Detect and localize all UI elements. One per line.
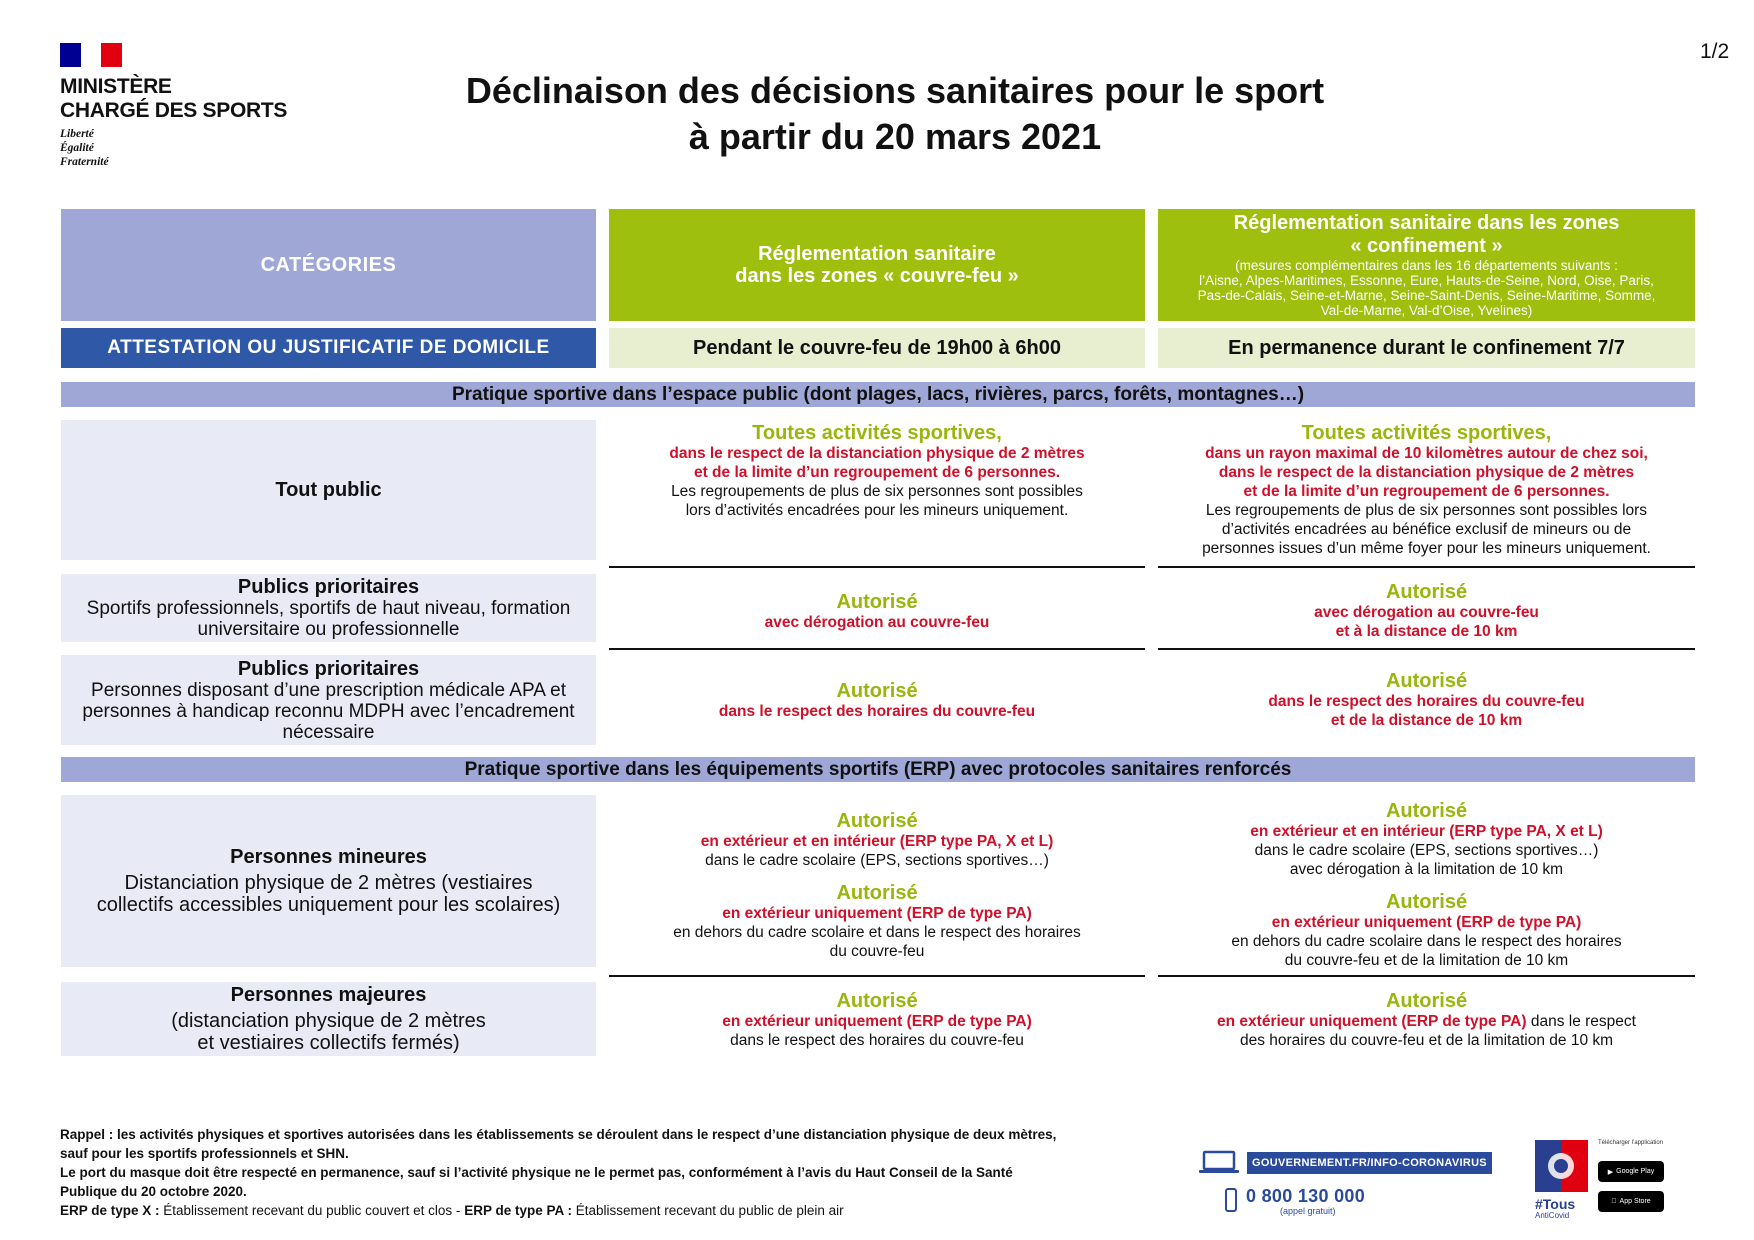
erp-x-text: Établissement recevant du public couvert et clos - xyxy=(159,1203,465,1218)
cell-tout-public-couvre-feu xyxy=(609,418,1145,568)
page-title xyxy=(420,68,1370,160)
header-couvre-feu-line1: Réglementation sanitaire xyxy=(758,243,996,265)
header-confinement-sub1: (mesures complémentaires dans les 16 départements suivants : xyxy=(1235,258,1618,273)
laptop-icon xyxy=(1198,1150,1240,1174)
rule-text: avec dérogation à la limitation de 10 km xyxy=(1289,861,1564,878)
category-description: Personnes disposant d’une prescription médicale APA et xyxy=(91,679,566,701)
category-title: Personnes majeures xyxy=(230,984,427,1006)
footer-erp-definitions xyxy=(60,1201,1170,1220)
category-tout-public xyxy=(61,420,596,560)
cell-prio2-couvre-feu xyxy=(609,656,1145,744)
header-couvre-feu-line2: dans les zones « couvre-feu » xyxy=(735,265,1019,287)
marianne-flag-icon xyxy=(60,43,122,67)
erp-x-label: ERP de type X : xyxy=(60,1203,160,1218)
motto-fraternite: Fraternité xyxy=(60,156,109,168)
rule-condition: en extérieur uniquement (ERP de type PA) xyxy=(1271,914,1582,931)
ministry-name xyxy=(60,75,320,123)
category-prioritaires-sportifs xyxy=(61,574,596,642)
rule-condition: en extérieur et en intérieur (ERP type PA, X et L) xyxy=(1250,823,1603,840)
section-espace-public: Pratique sportive dans l’espace public (dont plages, lacs, rivières, parcs, forêts, montagnes…) xyxy=(61,382,1695,407)
category-majeurs xyxy=(61,982,596,1056)
rule-condition: dans le respect des horaires du couvre-feu xyxy=(718,702,1036,720)
title-line2: à partir du 20 mars 2021 xyxy=(688,116,1102,157)
category-title: Publics prioritaires xyxy=(237,576,420,598)
category-description: Sportifs professionnels, sportifs de haut niveau, formation xyxy=(86,598,571,619)
category-description: collectifs accessibles uniquement pour les scolaires) xyxy=(96,894,561,916)
category-description: (distanciation physique de 2 mètres xyxy=(171,1010,486,1032)
category-description: et vestiaires collectifs fermés) xyxy=(197,1032,460,1054)
republic-motto xyxy=(60,127,320,169)
category-prioritaires-apa xyxy=(61,655,596,745)
cell-prio1-couvre-feu xyxy=(609,574,1145,650)
app-store-label: App Store xyxy=(1616,1198,1649,1205)
header-confinement-line1: Réglementation sanitaire dans les zones xyxy=(1233,212,1620,234)
download-label: Télécharger l’application xyxy=(1598,1140,1664,1146)
header-confinement-sub2: l’Aisne, Alpes-Maritimes, Essonne, Eure, Hauts-de-Seine, Nord, Oise, Paris, xyxy=(1199,273,1654,288)
rule-text: du couvre-feu xyxy=(829,942,925,960)
page-number: 1/2 xyxy=(1700,40,1730,63)
attestation-label: ATTESTATION OU JUSTIFICATIF DE DOMICILE xyxy=(61,328,596,368)
header-confinement-sub4: Val-de-Marne, Val-d’Oise, Yvelines) xyxy=(1320,303,1533,318)
phone-free-call: (appel gratuit) xyxy=(1280,1206,1336,1216)
rule-title: Autorisé xyxy=(836,679,918,702)
rule-text: dans le cadre scolaire (EPS, sections sportives…) xyxy=(705,851,1049,869)
footer-rappel-2: sauf pour les sportifs professionnels et SHN. xyxy=(60,1146,349,1161)
category-description: universitaire ou professionnelle xyxy=(197,619,460,640)
section-equipements-erp: Pratique sportive dans les équipements sportifs (ERP) avec protocoles sanitaires renforcés xyxy=(61,757,1695,782)
ministry-logo xyxy=(60,43,320,173)
rule-condition: et de la limite d’un regroupement de 6 personnes. xyxy=(1243,483,1610,500)
apple-icon xyxy=(1611,1198,1616,1205)
cell-prio2-confinement xyxy=(1158,656,1695,744)
cell-majeurs-confinement xyxy=(1158,984,1695,1056)
rule-text: dans le cadre scolaire (EPS, sections sportives…) xyxy=(1254,842,1599,859)
rule-condition: avec dérogation au couvre-feu xyxy=(764,613,990,631)
category-mineurs xyxy=(61,795,596,967)
rule-title: Toutes activités sportives, xyxy=(752,422,1002,444)
rule-condition: dans le respect de la distanciation physique de 2 mètres xyxy=(1218,464,1635,481)
rule-title: Autorisé xyxy=(1385,990,1468,1012)
category-description: Distanciation physique de 2 mètres (vestiaires xyxy=(124,872,533,894)
category-description: nécessaire xyxy=(282,721,375,743)
header-couvre-feu xyxy=(609,209,1145,321)
header-categories: CATÉGORIES xyxy=(61,209,596,321)
rule-text: Les regroupements de plus de six personnes sont possibles xyxy=(671,483,1083,500)
attestation-couvre-feu: Pendant le couvre-feu de 19h00 à 6h00 xyxy=(609,328,1145,368)
tousanticovid-name: #Tous xyxy=(1535,1196,1576,1212)
ministry-name-line1: MINISTÈRE xyxy=(60,75,172,98)
rule-condition-line xyxy=(1217,1012,1636,1031)
tousanticovid-logo xyxy=(1535,1140,1588,1220)
rule-condition: en extérieur et en intérieur (ERP type PA, X et L) xyxy=(700,832,1054,850)
category-description: personnes à handicap reconnu MDPH avec l’encadrement xyxy=(82,700,575,722)
rule-text: du couvre-feu et de la limitation de 10 km xyxy=(1284,952,1569,969)
rule-title: Autorisé xyxy=(1385,891,1468,913)
title-line1: Déclinaison des décisions sanitaires pour le sport xyxy=(465,70,1325,111)
erp-pa-text: Établissement recevant du public de plein air xyxy=(571,1203,844,1218)
erp-pa-label: ERP de type PA : xyxy=(464,1203,572,1218)
header-confinement-line2: « confinement » xyxy=(1350,235,1503,257)
rule-condition: dans un rayon maximal de 10 kilomètres autour de chez soi, xyxy=(1205,445,1648,462)
motto-egalite: Égalité xyxy=(60,142,94,154)
rule-title: Autorisé xyxy=(836,990,918,1012)
rule-text: en dehors du cadre scolaire dans le respect des horaires xyxy=(1231,933,1622,950)
cell-mineurs-couvre-feu xyxy=(609,795,1145,977)
cell-tout-public-confinement xyxy=(1158,418,1695,568)
rule-title: Toutes activités sportives, xyxy=(1301,422,1552,444)
rule-condition: avec dérogation au couvre-feu xyxy=(1314,604,1539,621)
rule-condition: et de la distance de 10 km xyxy=(1330,712,1523,729)
category-title: Personnes mineures xyxy=(230,846,427,868)
play-icon: ▶ xyxy=(1607,1168,1614,1176)
tousanticovid-sub: AntiCovid xyxy=(1535,1211,1570,1220)
google-play-label: Google Play xyxy=(1616,1168,1655,1175)
phone-number[interactable]: 0 800 130 000 xyxy=(1246,1186,1366,1206)
footer-rappel: Rappel : les activités physiques et sportives autorisées dans les établissements se déroulent dans le respect d’une distanciation physique de deux mètres, xyxy=(60,1127,1057,1142)
phone-icon xyxy=(1225,1188,1237,1212)
footer-masque-2: Publique du 20 octobre 2020. xyxy=(60,1184,247,1199)
cell-mineurs-confinement xyxy=(1158,795,1695,977)
category-title: Tout public xyxy=(275,479,382,501)
cell-prio1-confinement xyxy=(1158,574,1695,650)
rule-text: Les regroupements de plus de six personnes sont possibles lors xyxy=(1205,502,1648,519)
footer-masque: Le port du masque doit être respecté en permanence, sauf si l’activité physique ne le permet pas, conformément à l’avis du Haut Conseil de la Santé xyxy=(60,1165,1013,1180)
attestation-confinement: En permanence durant le confinement 7/7 xyxy=(1158,328,1695,368)
rule-title: Autorisé xyxy=(1385,800,1468,822)
ministry-name-line2: CHARGÉ DES SPORTS xyxy=(60,99,288,122)
rule-text: en dehors du cadre scolaire et dans le respect des horaires xyxy=(673,923,1081,941)
tousanticovid-icon xyxy=(1535,1140,1588,1192)
rule-condition: dans le respect de la distanciation physique de 2 mètres xyxy=(669,445,1085,462)
gouv-info-coronavirus-link[interactable]: GOUVERNEMENT.FR/INFO-CORONAVIRUS xyxy=(1247,1152,1492,1174)
rule-condition: en extérieur uniquement (ERP de type PA) xyxy=(722,1013,1032,1030)
rule-condition: et de la limite d’un regroupement de 6 personnes. xyxy=(693,464,1061,481)
rule-title: Autorisé xyxy=(1385,581,1468,603)
rule-condition: en extérieur uniquement (ERP de type PA) xyxy=(1217,1013,1527,1030)
rule-text: lors d’activités encadrées pour les mineurs uniquement. xyxy=(685,502,1069,519)
rule-title: Autorisé xyxy=(836,809,918,832)
rule-title: Autorisé xyxy=(1385,670,1468,692)
rule-title: Autorisé xyxy=(836,590,918,613)
rule-text: dans le respect des horaires du couvre-feu xyxy=(730,1032,1024,1049)
app-store-button[interactable] xyxy=(1598,1191,1664,1212)
footer-notes xyxy=(60,1125,1170,1220)
rule-title: Autorisé xyxy=(836,881,918,904)
google-play-button[interactable] xyxy=(1598,1161,1664,1182)
rule-text: dans le respect xyxy=(1526,1013,1636,1030)
cell-majeurs-couvre-feu xyxy=(609,984,1145,1056)
motto-liberte: Liberté xyxy=(60,128,94,140)
rule-condition: dans le respect des horaires du couvre-feu xyxy=(1268,693,1585,710)
rule-text: d’activités encadrées au bénéfice exclusif de mineurs ou de xyxy=(1221,521,1632,538)
header-confinement-sub3: Pas-de-Calais, Seine-et-Marne, Seine-Saint-Denis, Seine-Maritime, Somme, xyxy=(1197,288,1656,303)
header-confinement xyxy=(1158,209,1695,321)
rule-text: personnes issues d’un même foyer pour les mineurs uniquement. xyxy=(1202,540,1651,557)
rule-condition: et à la distance de 10 km xyxy=(1335,623,1518,640)
rule-text: des horaires du couvre-feu et de la limitation de 10 km xyxy=(1239,1032,1614,1049)
category-title: Publics prioritaires xyxy=(237,657,420,680)
rule-condition: en extérieur uniquement (ERP de type PA) xyxy=(722,904,1032,922)
